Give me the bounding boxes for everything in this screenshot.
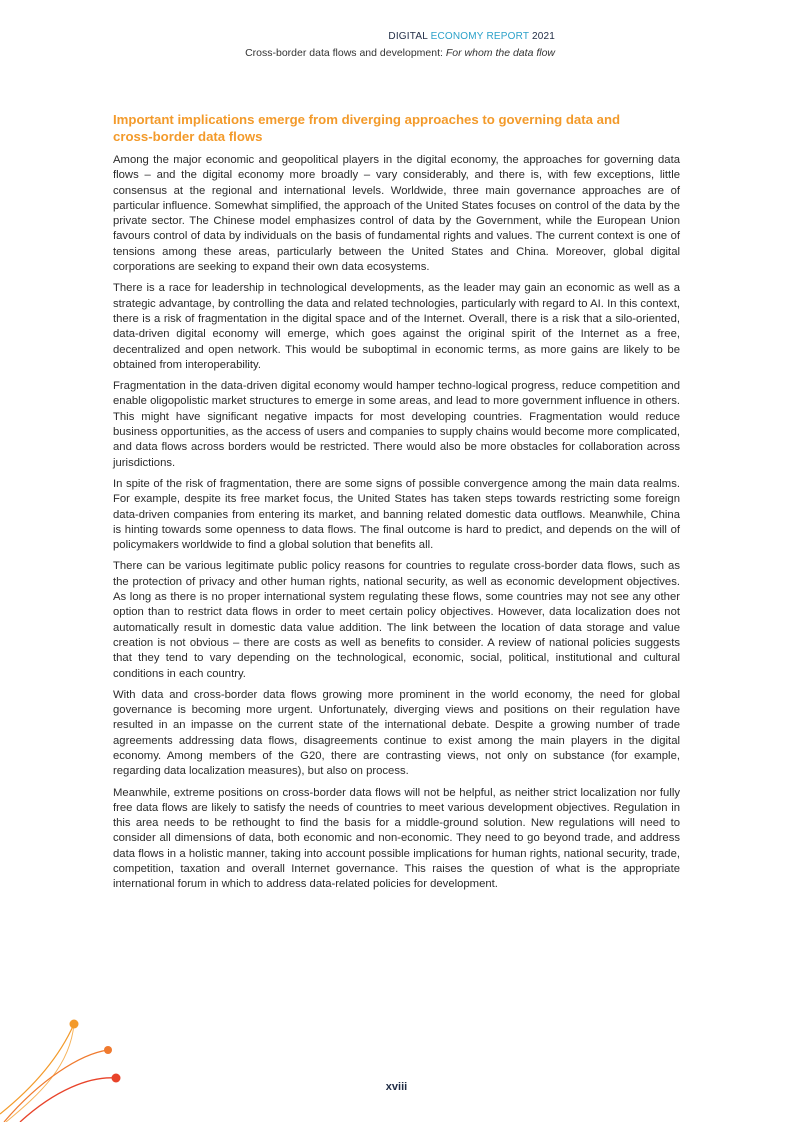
report-title-word-digital: DIGITAL: [388, 31, 428, 42]
page-number: xviii: [385, 1081, 408, 1093]
report-title-year: 2021: [531, 31, 555, 42]
paragraph-1: Among the major economic and geopolitical players in the digital economy, the approaches for governing data flows – and the digital economy more broadly – vary considerably, and there is, with few exceptions, little consensus at the regional and international levels. Worldwide, three main governance approaches are of particular influence. Somewhat simplified, the approach of the United States focuses on control of the data by the private sector. The Chinese model emphasizes control of data by the Government, while the European Union favours control of data by individuals on the basis of fundamental rights and values. The current context is one of tensions among these areas, particularly between the United States and China. Moreover, global digital corporations are seeking to expand their own data ecosystems.: [113, 154, 680, 274]
swoosh-dot-2: [104, 1046, 112, 1054]
paragraph-3: Fragmentation in the data-driven digital economy would hamper techno-logical progress, reduce competition and enable oligopolistic market structures to emerge in some areas, and lead to more government influence in others. This might have significant negative impacts for most developing countries. Fragmentation would reduce business opportunities, as the access of users and companies to supply chains would become more complicated, and data flows across borders would be restricted. There would also be more obstacles for collaboration across jurisdictions.: [113, 380, 680, 469]
page-header: [245, 31, 555, 59]
swoosh-line-2: [6, 1024, 74, 1122]
paragraph-6: With data and cross-border data flows growing more prominent in the world economy, the need for global governance is becoming more urgent. Unfortunately, diverging views and positions on their regulation have resulted in an impasse on the current state of the international debate. Despite a growing number of trade agreements addressing data flows, disagreements continue to exist among the main players in the digital economy. Among members of the G20, there are contrasting views, not only on substance (for example, regarding data localization measures), but also on process.: [113, 688, 680, 778]
report-subtitle-italic: For whom the data flow: [445, 47, 555, 59]
paragraph-2: There is a race for leadership in technological developments, as the leader may gain an economic as well as a strategic advantage, by controlling the data and related technologies, particularly with regard to AI. In this context, there is a risk of fragmentation in the digital space and of the Internet. Overall, there is a risk that a silo-oriented, data-driven digital economy will emerge, which goes against the original spirit of the Internet as a free, decentralized and open network. This would be suboptimal in economic terms, as more gains are likely to be obtained from interoperability.: [113, 282, 680, 371]
paragraph-4: In spite of the risk of fragmentation, there are some signs of possible convergence among the main data realms. For example, despite its free market focus, the United States has taken steps towards restricting some foreign data-driven companies from entering its market, and banning related domestic data outflows. Meanwhile, China is hinting towards some openness to data flows. The final outcome is hard to predict, and depends on the will of policymakers worldwide to find a global solution that benefits all.: [113, 477, 680, 552]
decorative-swoosh-graphic: [0, 1010, 140, 1122]
report-subtitle-plain: Cross-border data flows and development:: [245, 47, 443, 59]
report-title: [245, 31, 555, 43]
report-title-word-economy: ECONOMY REPORT: [430, 31, 529, 42]
paragraph-7: Meanwhile, extreme positions on cross-border data flows will not be helpful, as neither strict localization nor fully free data flows are likely to satisfy the needs of countries to meet various development objectives. Regulation in this area needs to be rethought to find the basis for a middle-ground solution. New regulations will need to consider all dimensions of data, both economic and non-economic. They need to go beyond trade, and address data flows in a holistic manner, taking into account possible implications for human rights, national security, trade, competition, taxation and overall Internet governance. This raises the question of what is the appropriate international forum in which to address data-related policies for development.: [113, 786, 680, 891]
paragraph-5: There can be various legitimate public policy reasons for countries to regulate cross-border data flows, such as the protection of privacy and other human rights, national security, as well as economic development objectives. As long as there is no proper international system regulating these flows, some countries may not see any other option than to restrict data flows in order to meet certain policy objectives. However, data localization does not automatically result in domestic data value addition. The link between the location of data storage and value creation is not obvious – there are costs as well as benefits to consider. A review of national policies suggests that they tend to vary depending on the technological, economic, social, political, institutional and cultural conditions in each country.: [113, 560, 680, 680]
swoosh-dot-1: [70, 1020, 79, 1029]
main-content: [113, 111, 680, 899]
report-subtitle: [245, 47, 555, 59]
section-heading: Important implications emerge from diverging approaches to governing data and cross-border data flows: [113, 112, 621, 144]
